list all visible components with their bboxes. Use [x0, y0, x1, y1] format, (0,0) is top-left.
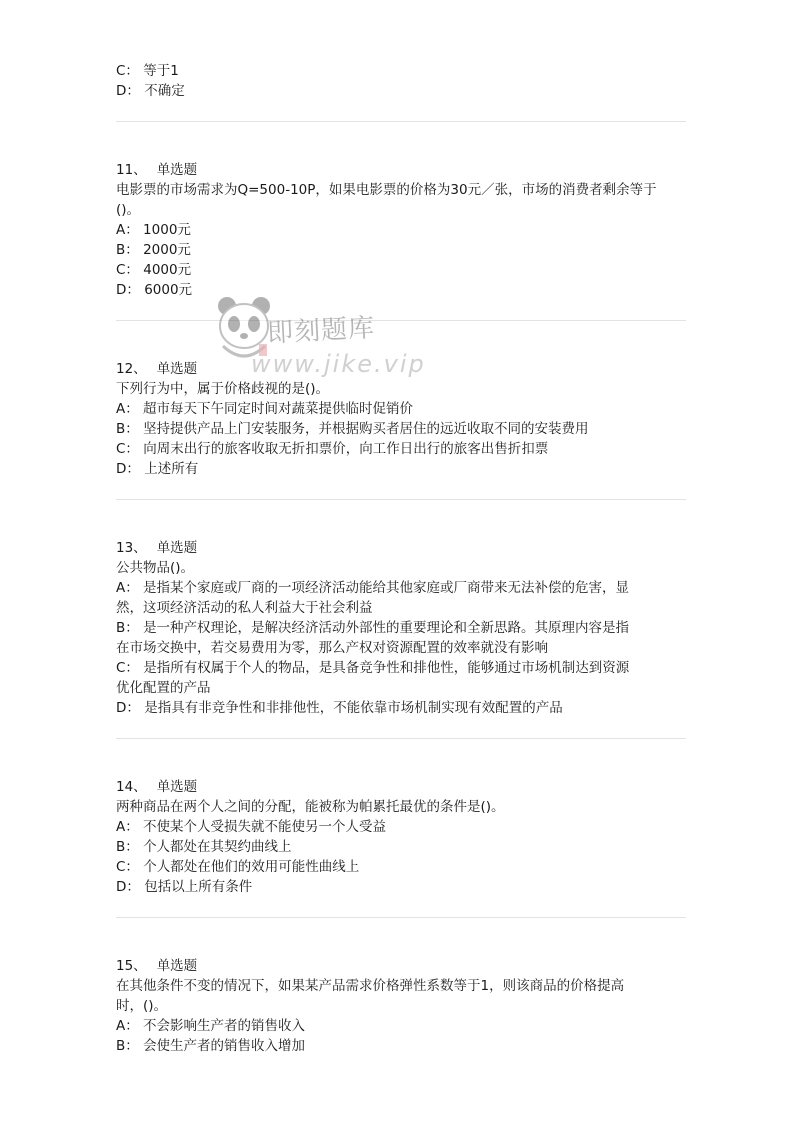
option-c-continued: 优化配置的产品: [116, 680, 211, 696]
option-b: B： 个人都处在其契约曲线上: [116, 839, 292, 855]
fragment-options: [116, 61, 686, 101]
option-b-continued: 在市场交换中，若交易费用为零，那么产权对资源配置的效率就没有影响: [116, 640, 548, 656]
question-stem-line: 下列行为中，属于价格歧视的是()。: [116, 381, 330, 397]
question-type: 单选题: [156, 779, 198, 795]
option-a: A： 1000元: [116, 222, 191, 238]
option-c: C： 4000元: [116, 262, 192, 278]
option-d: D： 是指具有非竞争性和非排他性，不能依靠市场机制实现有效配置的产品: [116, 700, 563, 716]
question-13: [116, 538, 686, 718]
option-d: D： 上述所有: [116, 461, 199, 477]
option-b: B： 会使生产者的销售收入增加: [116, 1038, 306, 1054]
question-number: 13、: [116, 540, 147, 556]
question-15: [116, 956, 686, 1056]
option-a: A： 超市每天下午同定时间对蔬菜提供临时促销价: [116, 401, 414, 417]
question-stem-line: 时，()。: [116, 998, 168, 1014]
option-c: C： 是指所有权属于个人的物品，是具备竞争性和排他性，能够通过市场机制达到资源: [116, 660, 630, 676]
question-type: 单选题: [156, 162, 198, 178]
option-a: A： 不会影响生产者的销售收入: [116, 1018, 306, 1034]
question-stem-line: 两种商品在两个人之间的分配，能被称为帕累托最优的条件是()。: [116, 799, 505, 815]
question-number: 15、: [116, 958, 147, 974]
question-number: 14、: [116, 779, 147, 795]
question-number: 11、: [116, 162, 147, 178]
question-stem-line: 电影票的市场需求为Q=500-10P，如果电影票的价格为30元／张，市场的消费者剩余等于: [116, 182, 657, 198]
option-d: D： 6000元: [116, 282, 193, 298]
option-c: C： 等于1: [116, 63, 179, 79]
question-header: [116, 956, 686, 976]
option-d: D： 不确定: [116, 83, 185, 99]
question-stem-line: 在其他条件不变的情况下，如果某产品需求价格弹性系数等于1，则该商品的价格提高: [116, 978, 625, 994]
option-b: B： 2000元: [116, 242, 191, 258]
option-b: B： 是一种产权理论，是解决经济活动外部性的重要理论和全新思路。其原理内容是指: [116, 620, 630, 636]
question-stem-line: 公共物品()。: [116, 560, 195, 576]
watermark-brand: 即刻题库: [266, 313, 376, 349]
question-header: [116, 538, 686, 558]
watermark-url: www.jike.vip: [251, 350, 426, 378]
option-a: A： 是指某个家庭或厂商的一项经济活动能给其他家庭或厂商带来无法补偿的危害，显: [116, 580, 630, 596]
question-number: 12、: [116, 361, 147, 377]
option-c: C： 向周末出行的旅客收取无折扣票价，向工作日出行的旅客出售折扣票: [116, 441, 549, 457]
option-b: B： 坚持提供产品上门安装服务，并根据购买者居住的远近收取不同的安装费用: [116, 421, 589, 437]
question-header: [116, 359, 686, 379]
document-page: [116, 61, 686, 1056]
question-14: [116, 777, 686, 897]
question-12: [116, 359, 686, 479]
question-type: 单选题: [156, 361, 198, 377]
question-header: [116, 777, 686, 797]
question-header: [116, 160, 686, 180]
option-a-continued: 然，这项经济活动的私人利益大于社会利益: [116, 600, 373, 616]
question-type: 单选题: [156, 958, 198, 974]
question-type: 单选题: [156, 540, 198, 556]
question-stem-line: ()。: [116, 202, 141, 218]
option-a: A： 不使某个人受损失就不能使另一个人受益: [116, 819, 387, 835]
option-c: C： 个人都处在他们的效用可能性曲线上: [116, 859, 360, 875]
question-11: [116, 160, 686, 300]
option-d: D： 包括以上所有条件: [116, 879, 253, 895]
